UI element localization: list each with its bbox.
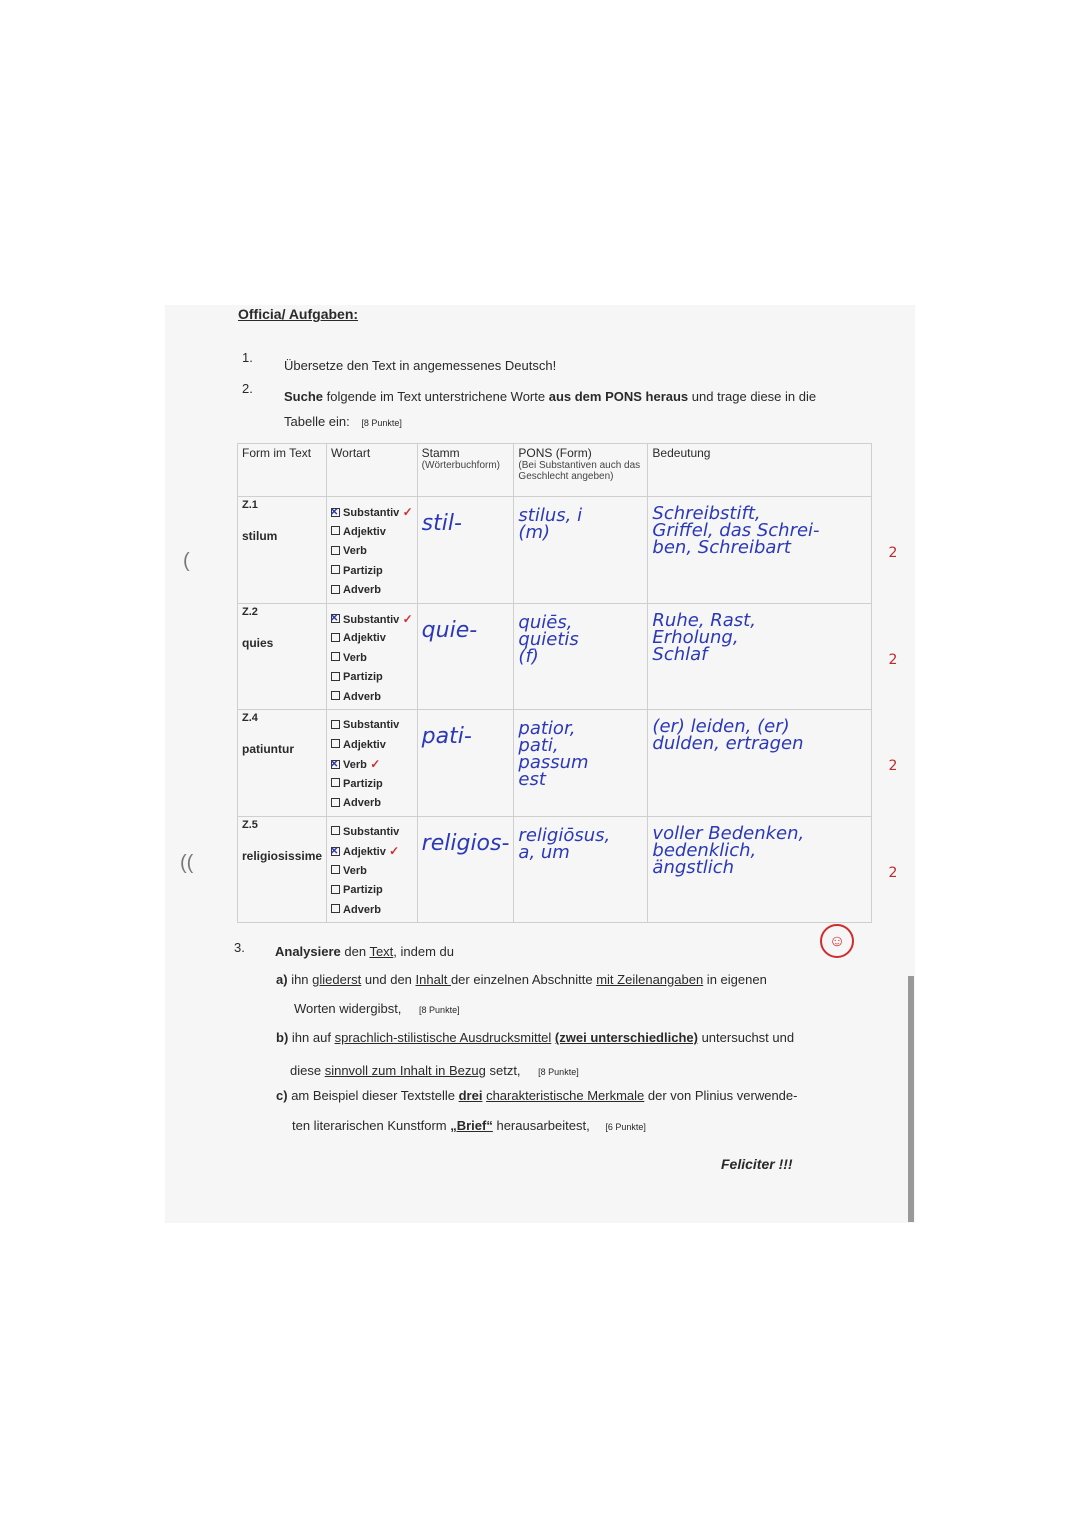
wortart-option[interactable] — [331, 736, 413, 756]
wortart-option[interactable] — [331, 562, 413, 582]
table-row — [238, 816, 872, 923]
task-3b-p1: sprachlich-stilistische Ausdrucksmittel — [334, 1030, 552, 1045]
checkbox-icon[interactable] — [331, 652, 340, 661]
handwritten-meaning-line: Griffel, das Schrei- — [652, 520, 820, 541]
task-3c-line2 — [292, 1118, 646, 1133]
wortart-option[interactable] — [331, 523, 413, 543]
wortart-option-label: Adjektiv — [343, 525, 386, 538]
wortart-option-label: Adverb — [343, 690, 381, 703]
checkbox-icon[interactable] — [331, 720, 340, 729]
task-2-text-d: und trage diese in die — [688, 389, 817, 404]
task-3b-points: [8 Punkte] — [538, 1067, 579, 1077]
wortart-option-label: Partizip — [343, 777, 383, 790]
header-pons-label: PONS (Form) — [518, 446, 592, 460]
closing-wish: Feliciter !!! — [721, 1156, 793, 1172]
cell-wortart — [327, 497, 418, 604]
handwritten-stamm: religios- — [421, 830, 510, 856]
task-3a-p5: mit Zeilenangaben — [596, 972, 704, 987]
checkbox-icon[interactable] — [331, 526, 340, 535]
wortart-option[interactable] — [331, 901, 413, 921]
cell-form — [238, 603, 327, 710]
task-3-intro-b: den — [340, 944, 370, 959]
task-2-text-c: aus dem PONS heraus — [548, 389, 689, 404]
header-pons — [514, 444, 648, 497]
checkbox-icon[interactable] — [331, 826, 340, 835]
checkbox-icon[interactable] — [331, 904, 340, 913]
cell-stamm — [417, 710, 514, 817]
task-2-text-b: folgende im Text unterstrichene Worte — [323, 389, 549, 404]
wortart-option[interactable] — [331, 629, 413, 649]
check-mark-icon: ✓ — [399, 505, 413, 519]
task-3b — [276, 1030, 794, 1045]
handwritten-stamm: stil- — [421, 511, 462, 536]
handwritten-pons-line: patior, — [518, 718, 576, 739]
cell-bedeutung — [648, 603, 898, 710]
header-stamm-label: Stamm — [421, 446, 460, 460]
check-mark-icon: ✓ — [366, 757, 381, 771]
wortart-option[interactable] — [331, 610, 413, 630]
task-2-line2 — [284, 414, 402, 429]
checkbox-icon[interactable] — [331, 778, 340, 787]
wortart-options — [331, 503, 413, 601]
task-3-number: 3. — [234, 940, 245, 955]
punch-hole-mark: ( — [183, 550, 190, 572]
wortart-option-label: Adverb — [343, 584, 381, 596]
cell-pons — [514, 603, 648, 710]
wortart-options — [331, 716, 413, 814]
handwritten-meaning-line: ängstlich — [652, 856, 735, 878]
task-1-text: Übersetze den Text in angemessenes Deutsch! — [284, 358, 557, 373]
cell-form — [238, 497, 327, 604]
table-row — [238, 497, 872, 604]
task-3a-p4: der einzelnen Abschnitte — [450, 972, 597, 987]
task-2-points: [8 Punkte] — [361, 418, 402, 428]
task-3a-p3: Inhalt — [415, 972, 451, 987]
wortart-option-label: Substantiv — [343, 507, 400, 519]
task-3b-l2-p0: diese — [290, 1063, 325, 1078]
form-in-text: stilum — [242, 529, 278, 543]
task-3-intro — [275, 944, 454, 959]
wortart-option[interactable] — [331, 823, 413, 843]
vocabulary-table — [237, 443, 898, 923]
handwritten-stamm: pati- — [421, 724, 472, 749]
handwritten-meaning-line: voller Bedenken, — [652, 822, 805, 844]
task-3a-points: [8 Punkte] — [419, 1005, 460, 1015]
wortart-option[interactable] — [331, 688, 413, 708]
line-reference: Z.4 — [242, 712, 258, 724]
checkbox-icon[interactable] — [331, 585, 340, 594]
wortart-option-label: Adverb — [343, 903, 381, 916]
task-3c-l2-p1: „Brief“ — [450, 1118, 493, 1133]
handwritten-meaning-line: Ruhe, Rast, — [652, 609, 756, 631]
checkbox-icon[interactable] — [331, 614, 340, 623]
task-3b-p3: (zwei unterschiedliche) — [554, 1030, 698, 1045]
check-mark-icon: ✓ — [385, 844, 400, 858]
line-reference: Z.2 — [242, 605, 258, 618]
cell-bedeutung — [648, 816, 898, 923]
task-2-text-a: Suche — [284, 389, 324, 404]
task-3c-l2-p0: ten literarischen Kunstform — [292, 1118, 451, 1133]
task-2-text — [284, 389, 816, 404]
checkbox-icon[interactable] — [331, 847, 340, 856]
line-reference: Z.5 — [242, 818, 258, 831]
handwritten-pons-line: pati, — [518, 735, 559, 756]
handwritten-meaning-line: dulden, ertragen — [652, 733, 804, 754]
checkbox-icon[interactable] — [331, 546, 340, 555]
page-edge-shadow — [908, 976, 914, 1222]
cell-form — [238, 816, 327, 923]
task-3a-line2 — [294, 1001, 460, 1016]
wortart-option[interactable] — [331, 542, 413, 562]
checkbox-icon[interactable] — [331, 633, 340, 642]
handwritten-pons-line: est — [518, 769, 546, 790]
wortart-option-label: Verb — [343, 545, 367, 557]
wortart-option-label: Adverb — [343, 797, 381, 809]
checkbox-icon[interactable] — [331, 798, 340, 807]
smiley-icon: ☺ — [820, 924, 854, 958]
task-3b-p0: ihn auf — [291, 1030, 335, 1045]
wortart-option-label: Adjektiv — [343, 738, 386, 751]
header-stamm — [417, 444, 514, 497]
checkbox-icon[interactable] — [331, 508, 340, 517]
wortart-options — [331, 610, 413, 708]
wortart-option-label: Substantiv — [343, 825, 400, 838]
handwritten-pons-line: quiēs, — [518, 611, 573, 633]
checkbox-icon[interactable] — [331, 565, 340, 574]
cell-wortart — [327, 603, 418, 710]
task-3c-p0: am Beispiel dieser Textstelle — [291, 1088, 459, 1103]
handwritten-meaning-line: Schlaf — [652, 643, 708, 665]
handwritten-stamm: quie- — [421, 617, 478, 643]
checkbox-icon[interactable] — [331, 691, 340, 700]
task-3c-label: c) — [276, 1088, 288, 1103]
wortart-option-label: Adjektiv — [343, 632, 386, 644]
wortart-option[interactable] — [331, 775, 413, 795]
wortart-option[interactable] — [331, 668, 413, 688]
task-2-number: 2. — [242, 381, 253, 396]
wortart-option[interactable] — [331, 862, 413, 882]
handwritten-pons-line: quietis — [518, 628, 579, 650]
page-title: Officia/ Aufgaben: — [238, 306, 359, 322]
handwritten-meaning-line: (er) leiden, (er) — [652, 716, 790, 737]
wortart-option-label: Partizip — [343, 564, 383, 577]
cell-stamm — [417, 603, 514, 710]
checkbox-icon[interactable] — [331, 865, 340, 874]
handwritten-pons-line: stilus, i — [518, 505, 583, 526]
task-3c-p3: charakteristische Merkmale — [486, 1088, 645, 1103]
task-3a — [276, 972, 767, 987]
task-3b-label: b) — [276, 1030, 289, 1045]
handwritten-pons-line: passum — [518, 752, 589, 773]
task-3c-points: [6 Punkte] — [605, 1122, 646, 1132]
task-3b-line2 — [290, 1063, 579, 1078]
task-3c — [276, 1088, 797, 1103]
check-mark-icon: ✓ — [399, 611, 413, 626]
wortart-option[interactable] — [331, 503, 413, 523]
table-row — [238, 603, 872, 710]
score-mark: 2 — [888, 545, 898, 561]
cell-pons — [514, 710, 648, 817]
task-3-intro-c: Text — [369, 944, 394, 959]
handwritten-pons-line: a, um — [518, 841, 570, 863]
table-row — [238, 710, 872, 817]
header-form: Form im Text — [238, 444, 327, 497]
header-bedeutung: Bedeutung — [648, 444, 872, 497]
cell-bedeutung — [648, 497, 898, 604]
wortart-options — [331, 823, 413, 921]
task-1-number: 1. — [242, 350, 253, 365]
wortart-option-label: Substantiv — [343, 613, 400, 626]
header-stamm-sub: (Wörterbuchform) — [421, 460, 501, 471]
table-header-row — [238, 444, 872, 497]
wortart-option[interactable] — [331, 649, 413, 669]
task-3c-p1: drei — [458, 1088, 483, 1103]
cell-wortart — [327, 710, 418, 817]
cell-wortart — [327, 816, 418, 923]
handwritten-meaning-line: bedenklich, — [652, 839, 757, 861]
task-2-line2-text: Tabelle ein: — [284, 414, 350, 429]
task-3a-label: a) — [276, 972, 288, 987]
cell-bedeutung — [648, 710, 898, 817]
cell-stamm — [417, 497, 514, 604]
wortart-option[interactable] — [331, 881, 413, 901]
checkbox-icon[interactable] — [331, 672, 340, 681]
line-reference: Z.1 — [242, 499, 258, 511]
score-mark: 2 — [888, 651, 898, 668]
cell-pons — [514, 816, 648, 923]
task-3b-l2-p1: sinnvoll zum Inhalt in Bezug — [324, 1063, 486, 1078]
wortart-option[interactable] — [331, 794, 413, 814]
cell-pons — [514, 497, 648, 604]
wortart-option-label: Partizip — [343, 671, 383, 683]
task-3b-p4: untersuchst und — [697, 1030, 795, 1045]
task-3-intro-d: , indem du — [393, 944, 454, 959]
handwritten-meaning-line: ben, Schreibart — [652, 537, 791, 558]
handwritten-pons-line: (f) — [518, 645, 539, 667]
task-3c-l2-p2: herausarbeitest, — [492, 1118, 590, 1133]
handwritten-meaning-line: Schreibstift, — [652, 503, 761, 524]
wortart-option-label: Partizip — [343, 884, 383, 896]
form-in-text: quies — [242, 635, 274, 650]
checkbox-icon[interactable] — [331, 760, 340, 769]
task-3c-p4: der von Plinius verwende- — [644, 1088, 798, 1103]
cell-stamm — [417, 816, 514, 923]
wortart-option[interactable] — [331, 581, 413, 601]
header-wortart: Wortart — [327, 444, 418, 497]
wortart-option[interactable] — [331, 842, 413, 862]
wortart-option[interactable] — [331, 716, 413, 736]
task-3a-p1: gliederst — [312, 972, 362, 987]
checkbox-icon[interactable] — [331, 885, 340, 894]
form-in-text: religiosissime — [242, 848, 323, 863]
checkbox-icon[interactable] — [331, 739, 340, 748]
score-mark: 2 — [888, 758, 898, 774]
wortart-option-label: Substantiv — [343, 719, 400, 731]
task-3b-l2-p2: setzt, — [485, 1063, 521, 1078]
wortart-option-label: Verb — [343, 759, 367, 771]
cell-form — [238, 710, 327, 817]
form-in-text: patiuntur — [242, 742, 294, 756]
handwritten-meaning-line: Erholung, — [652, 626, 739, 648]
task-3a-p2: und den — [361, 972, 416, 987]
task-3-intro-a: Analysiere — [275, 944, 341, 959]
punch-hole-mark-2: (( — [180, 852, 194, 874]
handwritten-pons-line: religiōsus, — [518, 824, 611, 846]
task-3a-p6: in eigenen — [703, 972, 767, 987]
task-3a-p0: ihn — [291, 972, 313, 987]
header-pons-sub: (Bei Substantiven auch das Geschlecht angeben) — [518, 460, 641, 482]
score-mark: 2 — [888, 864, 898, 881]
handwritten-pons-line: (m) — [518, 522, 551, 543]
wortart-option[interactable] — [331, 755, 413, 775]
task-3a-line2-text: Worten widergibst, — [294, 1001, 402, 1016]
wortart-option-label: Verb — [343, 651, 367, 664]
wortart-option-label: Verb — [343, 864, 367, 877]
wortart-option-label: Adjektiv — [343, 846, 386, 858]
